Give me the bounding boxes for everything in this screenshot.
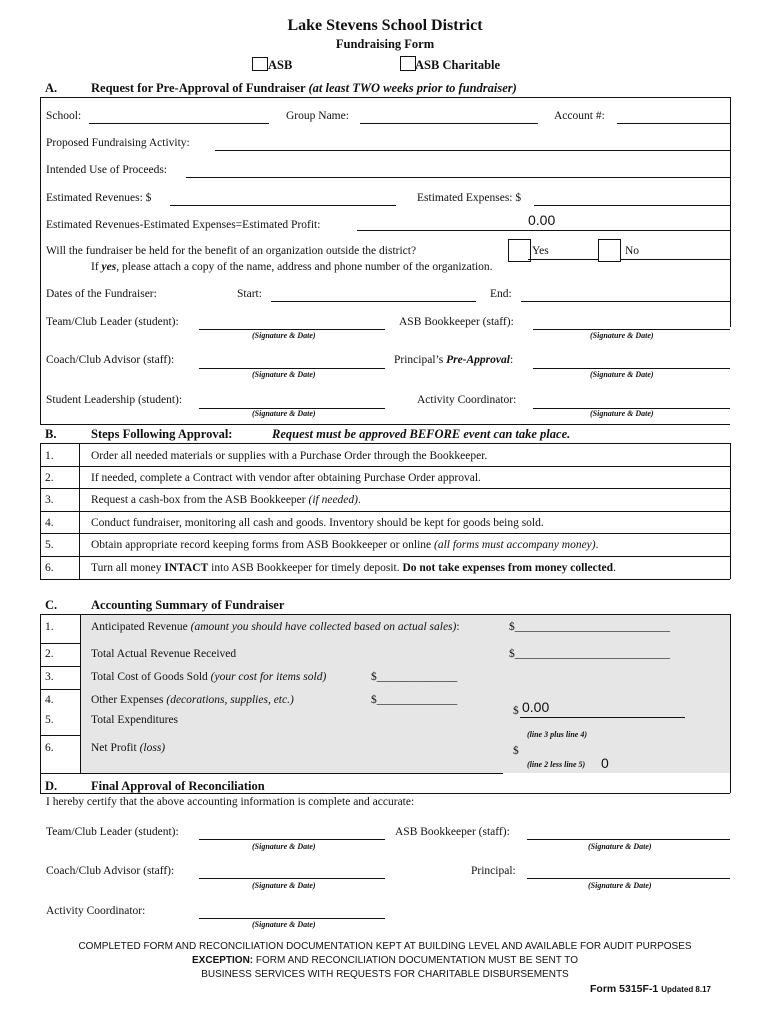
net-profit-value[interactable]: 0 <box>601 755 609 771</box>
step-6-tail: . <box>613 562 616 574</box>
actual-revenue-amount[interactable]: $___________________________ <box>509 648 670 660</box>
asb-charitable-checkbox[interactable] <box>400 56 416 71</box>
activity-coordinator-signature[interactable] <box>533 392 730 409</box>
c-row-5-num: 5. <box>45 714 54 726</box>
step-5-main: Obtain appropriate record keeping forms from ASB Bookkeeper or online <box>91 539 434 551</box>
section-a-heading <box>91 81 517 96</box>
c-row-1-label <box>91 621 460 633</box>
section-c-num-column-rule <box>80 614 81 773</box>
section-a-left-rule <box>40 97 41 425</box>
c-row-5-label: Total Expenditures <box>91 714 179 726</box>
est-revenues-label: Estimated Revenues: $ <box>46 192 152 204</box>
section-b-top-rule <box>40 443 730 444</box>
d-team-leader-signature[interactable] <box>199 823 385 840</box>
section-c-right-rule <box>730 614 731 773</box>
start-date-input[interactable] <box>271 285 476 302</box>
step-6-main2: into ASB Bookkeeper for timely deposit. <box>208 562 403 574</box>
end-date-input[interactable] <box>521 285 730 302</box>
principal-signature[interactable] <box>533 352 730 369</box>
cost-of-goods-amount[interactable]: $______________ <box>371 671 458 683</box>
d-asb-bookkeeper-label: ASB Bookkeeper (staff): <box>395 826 510 838</box>
c-row-3-num: 3. <box>45 671 54 683</box>
no-checkbox[interactable] <box>598 239 621 262</box>
form-number-text: Form 5315F-1 <box>590 983 659 995</box>
asb-bookkeeper-label: ASB Bookkeeper (staff): <box>399 316 514 328</box>
asb-checkbox[interactable] <box>252 57 268 71</box>
c-row-rule <box>40 643 81 644</box>
principal-suffix: : <box>509 354 514 366</box>
est-revenues-input[interactable] <box>170 189 396 206</box>
d-activity-coordinator-sig-caption: (Signature & Date) <box>252 920 316 929</box>
note-rest: , please attach a copy of the name, address and phone number of the organization. <box>116 261 493 273</box>
school-label: School: <box>46 110 82 122</box>
end-label: End: <box>490 288 512 300</box>
asb-label: ASB <box>268 58 293 72</box>
section-a-title-note: (at least TWO weeks prior to fundraiser) <box>308 81 517 95</box>
c-row-rule <box>40 666 81 667</box>
footer-line-1: COMPLETED FORM AND RECONCILIATION DOCUMENTATION KEPT AT BUILDING LEVEL AND AVAILABLE FOR AUDIT PURPOSES <box>78 941 692 952</box>
activity-coordinator-label: Activity Coordinator: <box>417 394 517 406</box>
d-activity-coordinator-label: Activity Coordinator: <box>46 905 146 917</box>
d-asb-bookkeeper-signature[interactable] <box>527 823 730 840</box>
no-rule <box>620 259 730 260</box>
step-1-text: Order all needed materials or supplies with a Purchase Order through the Bookkeeper. <box>91 450 488 462</box>
est-profit-line <box>357 230 730 231</box>
d-asb-bookkeeper-sig-caption: (Signature & Date) <box>588 842 652 851</box>
step-6-num: 6. <box>45 562 54 574</box>
footer-line-3: BUSINESS SERVICES WITH REQUESTS FOR CHARITABLE DISBURSEMENTS <box>201 969 569 980</box>
step-6-strong: INTACT <box>164 562 209 574</box>
c-row-4-em: (decorations, supplies, etc.) <box>166 694 294 706</box>
step-2-num: 2. <box>45 472 54 484</box>
step-5-em: (all forms must accompany money) <box>434 539 596 551</box>
d-team-leader-sig-caption: (Signature & Date) <box>252 842 316 851</box>
start-label: Start: <box>237 288 262 300</box>
c-row-2-label: Total Actual Revenue Received <box>91 648 237 660</box>
note-prefix: If <box>91 261 102 273</box>
est-expenses-input[interactable] <box>534 189 730 206</box>
c-row-3-em: (your cost for items sold) <box>210 671 327 683</box>
d-coach-signature[interactable] <box>199 862 385 879</box>
section-c-bottom-rule <box>40 773 503 774</box>
coach-signature[interactable] <box>199 352 385 369</box>
step-3-tail: . <box>358 494 361 506</box>
account-label: Account #: <box>554 110 605 122</box>
d-activity-coordinator-signature[interactable] <box>199 902 385 919</box>
dates-label: Dates of the Fundraiser: <box>46 288 157 300</box>
section-c-top-rule <box>40 614 730 615</box>
note-yes: yes <box>101 261 117 273</box>
c-row-1-em: (amount you should have collected based on actual sales) <box>190 621 457 633</box>
c-row-6-em: (loss) <box>139 742 166 754</box>
est-profit-value[interactable]: 0.00 <box>528 212 556 228</box>
form-number <box>590 983 711 995</box>
principal-em: Pre-Approval <box>446 354 510 366</box>
section-b-note: Request must be approved BEFORE event can take place. <box>272 427 571 441</box>
step-rule <box>40 556 730 557</box>
section-b-title: Steps Following Approval: <box>91 427 233 441</box>
group-name-input[interactable] <box>360 107 538 124</box>
step-3-main: Request a cash-box from the ASB Bookkeeper <box>91 494 309 506</box>
activity-label: Proposed Fundraising Activity: <box>46 137 190 149</box>
step-rule <box>40 533 730 534</box>
activity-coordinator-sig-caption: (Signature & Date) <box>590 409 654 418</box>
step-1-num: 1. <box>45 450 54 462</box>
section-c-title: Accounting Summary of Fundraiser <box>91 598 285 612</box>
anticipated-revenue-amount[interactable]: $___________________________ <box>509 621 670 633</box>
yes-no-rule <box>528 259 598 260</box>
section-b-letter: B. <box>45 427 57 441</box>
c-row-4-num: 4. <box>45 694 54 706</box>
c-row-6-label <box>91 742 165 754</box>
outside-org-note <box>91 261 493 273</box>
step-5-tail: . <box>595 539 599 551</box>
est-expenses-label: Estimated Expenses: $ <box>417 192 522 204</box>
student-leadership-sig-caption: (Signature & Date) <box>252 409 316 418</box>
step-4-num: 4. <box>45 517 54 529</box>
section-b-bottom-rule <box>40 579 730 580</box>
district-title: Lake Stevens School District <box>287 17 483 34</box>
section-a-bottom-rule <box>40 424 730 425</box>
c-row-4-main: Other Expenses <box>91 694 167 706</box>
proceeds-input[interactable] <box>186 161 730 178</box>
est-profit-label: Estimated Revenues-Estimated Expenses=Estimated Profit: <box>46 219 321 231</box>
section-a-title: Request for Pre-Approval of Fundraiser <box>91 81 306 95</box>
footer-exception: EXCEPTION: <box>192 955 254 966</box>
step-rule <box>40 511 730 512</box>
form-updated: Updated 8.17 <box>661 985 711 994</box>
total-expenditures-value[interactable]: 0.00 <box>522 699 550 715</box>
c-row-1-main: Anticipated Revenue <box>91 621 191 633</box>
d-principal-signature[interactable] <box>527 862 730 879</box>
c-row-rule <box>40 735 81 736</box>
c-row-1-num: 1. <box>45 621 54 633</box>
yes-label: Yes <box>532 245 549 257</box>
c-row-4-label <box>91 694 294 706</box>
d-principal-label: Principal: <box>471 865 516 877</box>
net-profit-note: (line 2 less line 5) <box>527 760 586 769</box>
coach-label: Coach/Club Advisor (staff): <box>46 354 175 366</box>
step-4-text: Conduct fundraiser, monitoring all cash and goods. Inventory should be kept for goods being sold. <box>91 517 544 529</box>
d-principal-sig-caption: (Signature & Date) <box>588 881 652 890</box>
step-6-main: Turn all money <box>91 562 165 574</box>
team-leader-signature[interactable] <box>199 313 385 330</box>
c-row-3-main: Total Cost of Goods Sold <box>91 671 211 683</box>
step-3-num: 3. <box>45 494 54 506</box>
section-c-left-rule <box>40 614 41 773</box>
coach-sig-caption: (Signature & Date) <box>252 370 316 379</box>
section-d-letter: D. <box>45 779 58 793</box>
step-6-text <box>91 562 616 574</box>
section-a-top-rule <box>40 97 730 98</box>
section-d-right-rule <box>730 773 731 793</box>
c-row-1-tail: : <box>456 621 460 633</box>
step-5-num: 5. <box>45 539 54 551</box>
other-expenses-amount[interactable]: $______________ <box>371 694 458 706</box>
asb-charitable-label: ASB Charitable <box>415 58 501 72</box>
step-3-text <box>91 494 361 506</box>
student-leadership-label: Student Leadership (student): <box>46 394 183 406</box>
section-c-letter: C. <box>45 598 58 612</box>
c-row-rule <box>40 689 81 690</box>
c-row-3-label <box>91 671 326 683</box>
net-profit-dollar: $ <box>513 745 519 757</box>
total-exp-note: (line 3 plus line 4) <box>527 730 588 739</box>
c-row-6-main: Net Profit <box>91 742 140 754</box>
school-input[interactable] <box>89 107 269 124</box>
form-title: Fundraising Form <box>335 37 435 51</box>
principal-pre-approval-label <box>394 354 513 366</box>
d-coach-label: Coach/Club Advisor (staff): <box>46 865 175 877</box>
outside-org-question: Will the fundraiser be held for the benefit of an organization outside the district? <box>46 245 417 257</box>
step-6-strong2: Do not take expenses from money collected <box>402 562 614 574</box>
section-a-letter: A. <box>45 81 58 95</box>
no-label: No <box>625 245 640 257</box>
footer-line-2 <box>0 955 770 966</box>
section-d-left-rule <box>40 773 41 793</box>
principal-prefix: Principal’s <box>394 354 447 366</box>
step-rule <box>40 466 730 467</box>
section-d-title: Final Approval of Reconciliation <box>91 779 265 793</box>
d-team-leader-label: Team/Club Leader (student): <box>46 826 179 838</box>
student-leadership-signature[interactable] <box>199 392 385 409</box>
activity-input[interactable] <box>215 134 730 151</box>
c-row-2-num: 2. <box>45 648 54 660</box>
principal-sig-caption: (Signature & Date) <box>590 370 654 379</box>
section-d-top-rule <box>40 793 730 794</box>
step-5-text <box>91 539 598 551</box>
step-2-text: If needed, complete a Contract with vendor after obtaining Purchase Order approval. <box>91 472 481 484</box>
account-input[interactable] <box>617 107 730 124</box>
proceeds-label: Intended Use of Proceeds: <box>46 164 168 176</box>
asb-bookkeeper-signature[interactable] <box>533 313 730 330</box>
team-leader-label: Team/Club Leader (student): <box>46 316 179 328</box>
team-leader-sig-caption: (Signature & Date) <box>252 331 316 340</box>
group-name-label: Group Name: <box>286 110 349 122</box>
step-rule <box>40 488 730 489</box>
section-a-right-rule <box>730 97 731 327</box>
section-b-right-rule <box>730 443 731 579</box>
asb-bookkeeper-sig-caption: (Signature & Date) <box>590 331 654 340</box>
certify-text: I hereby certify that the above accounting information is complete and accurate: <box>46 796 415 808</box>
step-3-em: (if needed) <box>308 494 358 506</box>
total-exp-dollar: $ <box>513 705 519 717</box>
c-row-6-num: 6. <box>45 742 54 754</box>
d-coach-sig-caption: (Signature & Date) <box>252 881 316 890</box>
footer-line-2-text: FORM AND RECONCILIATION DOCUMENTATION MUST BE SENT TO <box>253 955 578 966</box>
total-exp-line <box>520 717 685 718</box>
